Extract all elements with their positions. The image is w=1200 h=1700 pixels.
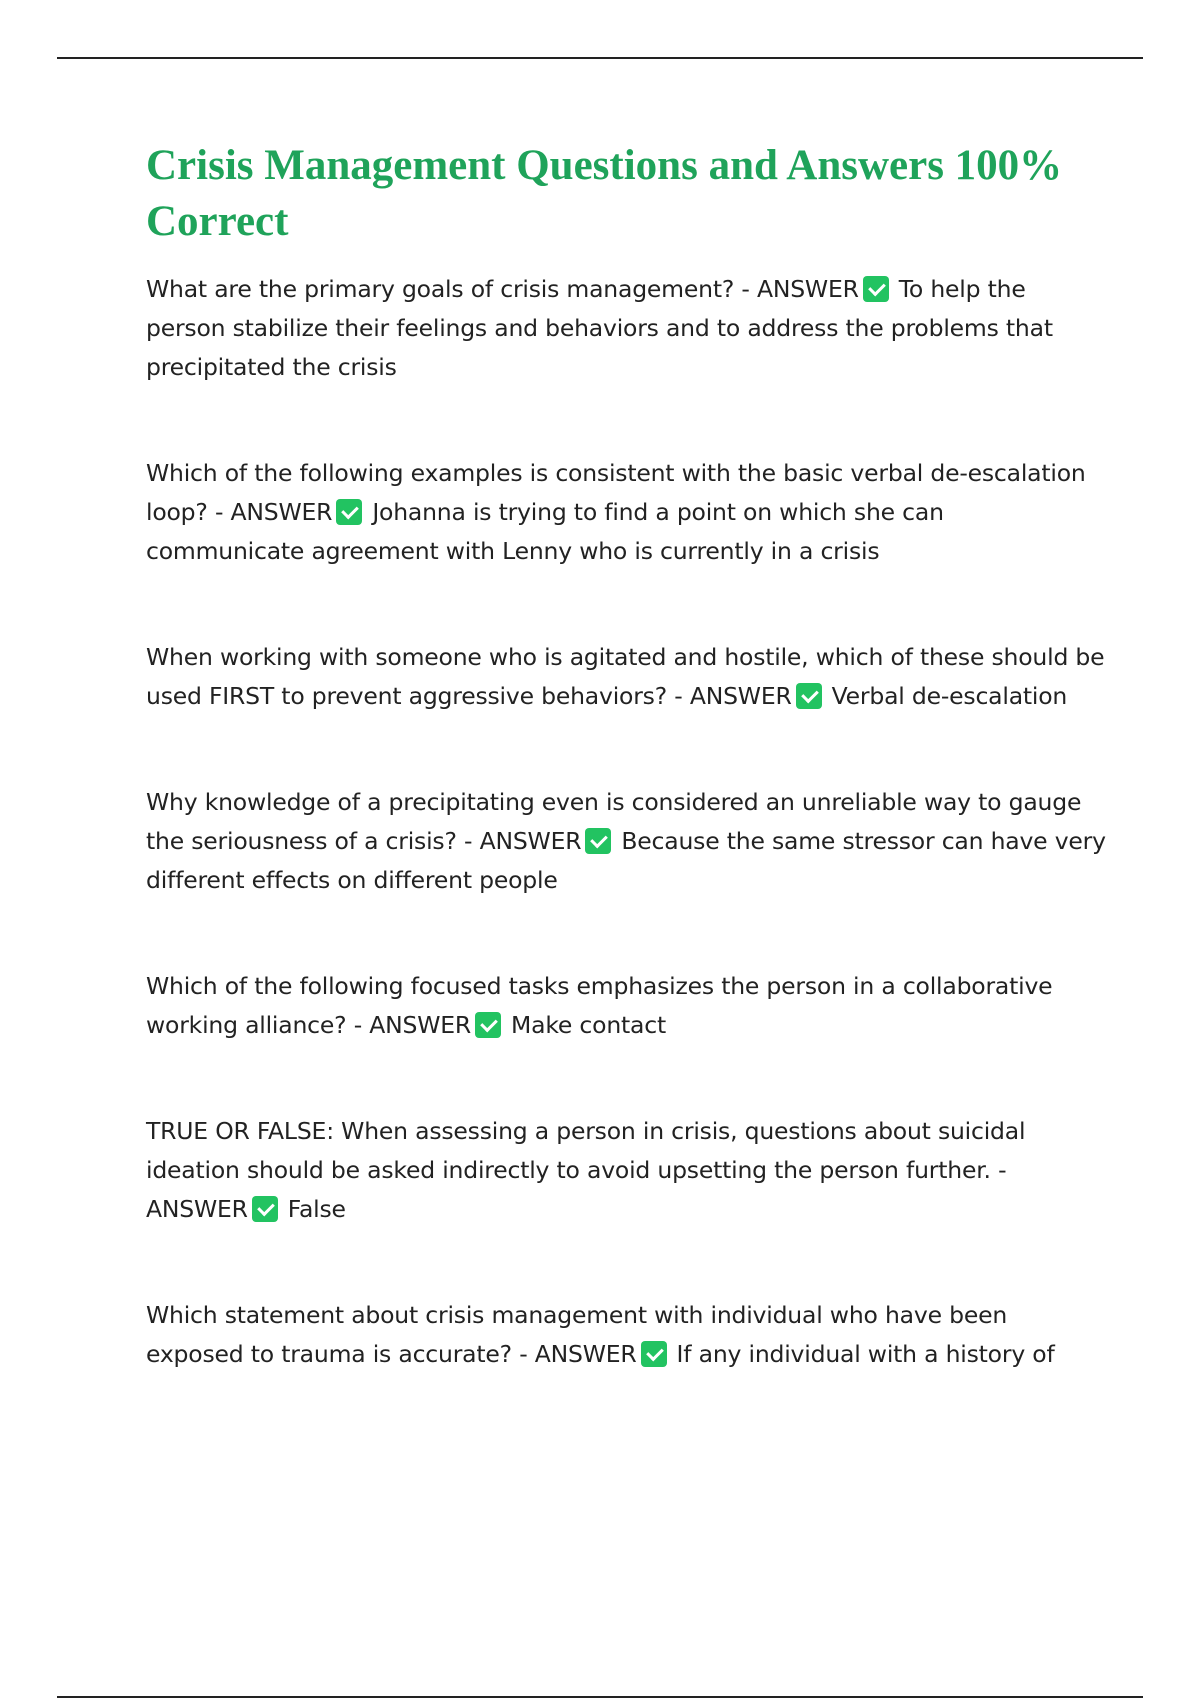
answer-label: - ANSWER [464, 827, 582, 855]
question-text: What are the primary goals of crisis management? [146, 275, 735, 303]
answer-label: - ANSWER [353, 1011, 472, 1039]
answer-label: - ANSWER [146, 1156, 1007, 1223]
qa-item [146, 638, 1106, 716]
question-text: Why knowledge of a precipitating even is considered an unreliable way to gauge the seriousness of a crisis? [146, 788, 1082, 855]
header-rule [57, 57, 1143, 59]
answer-text: Johanna is trying to find a point on which she can communicate agreement with Lenny who is currently in a crisis [146, 498, 944, 565]
answer-label: - ANSWER [674, 682, 792, 710]
question-text: Which statement about crisis management with individual who have been exposed to trauma is accurate? [146, 1301, 1008, 1368]
answer-text: Make contact [511, 1011, 666, 1039]
check-mark-icon [585, 828, 611, 854]
answer-text: Verbal de-escalation [831, 682, 1068, 710]
answer-text: If any individual with a history of [676, 1340, 1055, 1368]
answer-text: False [287, 1195, 346, 1223]
qa-item [146, 454, 1106, 571]
footer-rule [57, 1696, 1143, 1698]
check-mark-icon [336, 499, 362, 525]
answer-text: Because the same stressor can have very different effects on different people [146, 827, 1106, 894]
qa-item [146, 1296, 1106, 1374]
question-text: Which of the following examples is consistent with the basic verbal de-escalation loop? [146, 459, 1086, 526]
check-mark-icon [796, 683, 822, 709]
check-mark-icon [252, 1196, 278, 1222]
check-mark-icon [863, 276, 889, 302]
question-text: TRUE OR FALSE: When assessing a person in crisis, questions about suicidal ideation should be asked indirectly to avoid upsetting the person further. [146, 1117, 1026, 1184]
question-text: Which of the following focused tasks emphasizes the person in a collaborative working alliance? [146, 972, 1053, 1039]
answer-label: - ANSWER [519, 1340, 637, 1368]
question-text: When working with someone who is agitated and hostile, which of these should be used FIRST to prevent aggressive behaviors? [146, 643, 1105, 710]
answer-text: To help the person stabilize their feelings and behaviors and to address the problems that precipitated the crisis [146, 275, 1053, 381]
qa-item [146, 783, 1106, 900]
qa-item [146, 270, 1106, 387]
document-title: Crisis Management Questions and Answers 100% Correct [146, 142, 1063, 245]
qa-item [146, 967, 1106, 1045]
document-body [146, 138, 1106, 1441]
check-mark-icon [475, 1012, 501, 1038]
answer-label: - ANSWER [741, 275, 859, 303]
answer-label: - ANSWER [214, 498, 333, 526]
check-mark-icon [641, 1341, 667, 1367]
qa-item [146, 1112, 1106, 1229]
